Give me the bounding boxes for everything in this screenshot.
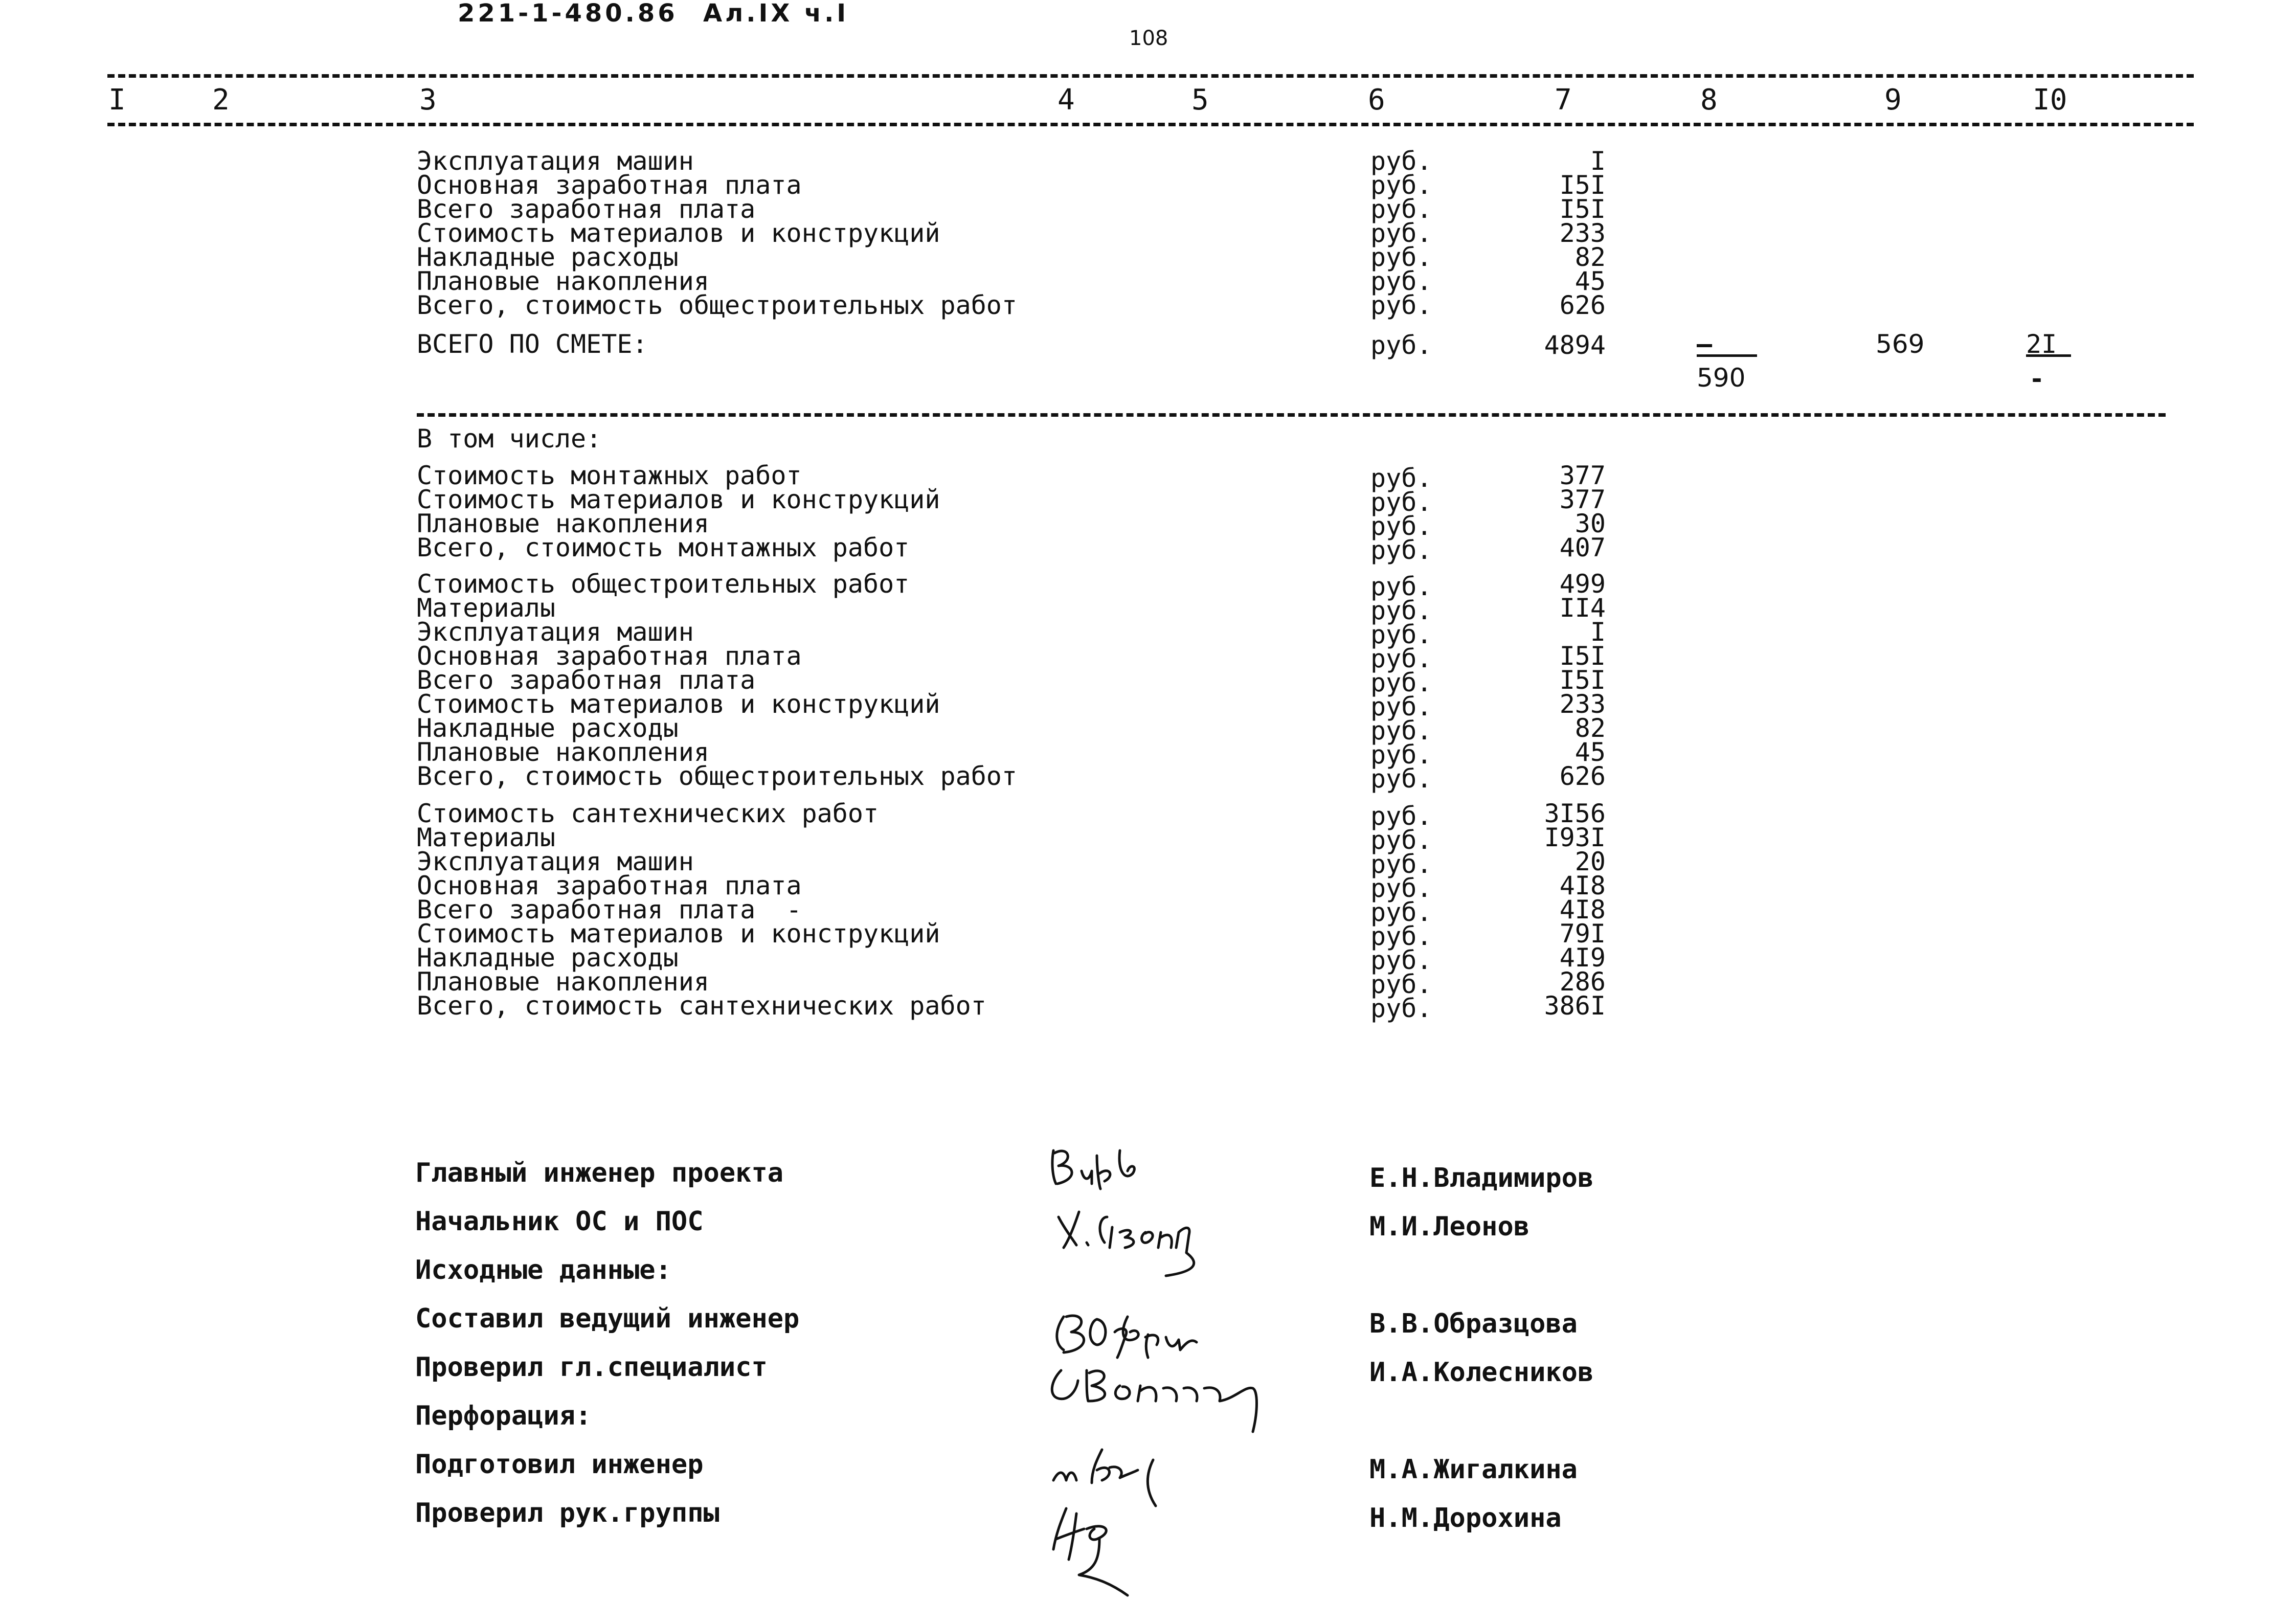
row-unit: руб. bbox=[1370, 764, 1432, 794]
column-number: 5 bbox=[1191, 83, 1209, 117]
total-col8-top: – bbox=[1697, 329, 1713, 359]
section-divider bbox=[417, 413, 2166, 417]
row-unit: руб. bbox=[1370, 596, 1432, 625]
row-value: 79I bbox=[1559, 919, 1606, 949]
row-unit: руб. bbox=[1370, 692, 1432, 721]
row-unit: руб. bbox=[1370, 463, 1432, 493]
fraction-line bbox=[2026, 354, 2071, 357]
signatory-role: Исходные данные: bbox=[415, 1255, 671, 1285]
column-number: 7 bbox=[1555, 83, 1572, 117]
row-unit: руб. bbox=[1370, 266, 1432, 296]
row-label: Всего заработная плата bbox=[417, 665, 756, 695]
row-unit: руб. bbox=[1370, 290, 1432, 320]
row-value: 45 bbox=[1574, 266, 1606, 296]
handwritten-signature-4 bbox=[1038, 1350, 1294, 1452]
column-number: I0 bbox=[2033, 83, 2067, 117]
column-number: 6 bbox=[1368, 83, 1385, 117]
row-label: Эксплуатация машин bbox=[417, 617, 694, 647]
row-label: Всего, стоимость общестроительных работ bbox=[417, 290, 1017, 320]
row-label: Эксплуатация машин bbox=[417, 146, 694, 176]
row-label: Накладные расходы bbox=[417, 943, 679, 973]
row-value: 386I bbox=[1544, 991, 1606, 1021]
row-unit: руб. bbox=[1370, 801, 1432, 831]
row-unit: руб. bbox=[1370, 218, 1432, 248]
signatory-role: Главный инженер проекта bbox=[415, 1158, 784, 1188]
row-label: Стоимость материалов и конструкций bbox=[417, 919, 940, 949]
total-col9: 569 bbox=[1876, 329, 1925, 359]
column-number: 2 bbox=[212, 83, 230, 117]
column-number: 3 bbox=[419, 83, 437, 117]
row-unit: руб. bbox=[1370, 170, 1432, 200]
row-unit: руб. bbox=[1370, 921, 1432, 951]
row-value: 377 bbox=[1559, 485, 1606, 514]
row-unit: руб. bbox=[1370, 620, 1432, 649]
row-unit: руб. bbox=[1370, 897, 1432, 927]
row-unit: руб. bbox=[1370, 740, 1432, 770]
signatory-role: Проверил гл.специалист bbox=[415, 1352, 768, 1383]
row-unit: руб. bbox=[1370, 511, 1432, 541]
row-value: 233 bbox=[1559, 689, 1606, 719]
row-label: Основная заработная плата bbox=[417, 641, 802, 671]
fraction-line bbox=[1697, 354, 1757, 357]
row-value: 30 bbox=[1574, 509, 1606, 538]
row-label: Плановые накопления bbox=[417, 737, 709, 767]
row-value: 499 bbox=[1559, 569, 1606, 599]
row-value: I bbox=[1590, 146, 1606, 176]
row-value: 82 bbox=[1574, 713, 1606, 743]
page-number: 108 bbox=[1129, 27, 1168, 50]
row-label: Стоимость материалов и конструкций bbox=[417, 485, 940, 514]
handwritten-signature-1 bbox=[1043, 1135, 1166, 1197]
row-label: Эксплуатация машин bbox=[417, 847, 694, 876]
row-label: Накладные расходы bbox=[417, 713, 679, 743]
total-value: 4894 bbox=[1544, 330, 1606, 360]
row-unit: руб. bbox=[1370, 849, 1432, 879]
row-label: Основная заработная плата bbox=[417, 871, 802, 900]
signatory-role: Перфорация: bbox=[415, 1401, 592, 1431]
row-label: Плановые накопления bbox=[417, 266, 709, 296]
row-unit: руб. bbox=[1370, 825, 1432, 855]
table-top-rule bbox=[107, 74, 2194, 78]
row-label: Стоимость общестроительных работ bbox=[417, 569, 910, 599]
row-value: 82 bbox=[1574, 242, 1606, 272]
row-value: II4 bbox=[1559, 593, 1606, 623]
row-value: 4I9 bbox=[1559, 943, 1606, 973]
row-unit: руб. bbox=[1370, 994, 1432, 1023]
signatory-name: И.А.Колесников bbox=[1369, 1357, 1594, 1388]
row-value: 20 bbox=[1574, 847, 1606, 876]
signatory-name: Е.Н.Владимиров bbox=[1369, 1163, 1594, 1193]
row-label: Всего заработная плата bbox=[417, 194, 756, 224]
signatory-role: Проверил рук.группы bbox=[415, 1498, 719, 1528]
row-value: 3I56 bbox=[1544, 799, 1606, 828]
row-label: Материалы bbox=[417, 823, 555, 852]
signatory-name: Н.М.Дорохина bbox=[1369, 1503, 1562, 1533]
row-value: 4I8 bbox=[1559, 871, 1606, 900]
column-number: I bbox=[108, 83, 126, 117]
total-label: ВСЕГО ПО СМЕТЕ: bbox=[417, 329, 648, 359]
row-unit: руб. bbox=[1370, 242, 1432, 272]
row-value: 286 bbox=[1559, 967, 1606, 997]
signatory-role: Начальник ОС и ПОС bbox=[415, 1206, 704, 1237]
signatory-name: М.А.Жигалкина bbox=[1369, 1454, 1578, 1485]
row-value: 407 bbox=[1559, 533, 1606, 562]
row-value: I5I bbox=[1559, 194, 1606, 224]
total-col10-top: 2I bbox=[2026, 329, 2057, 359]
row-label: Всего, стоимость сантехнических работ bbox=[417, 991, 986, 1021]
row-label: Стоимость монтажных работ bbox=[417, 461, 802, 490]
row-value: I5I bbox=[1559, 641, 1606, 671]
row-value: 233 bbox=[1559, 218, 1606, 248]
row-unit: руб. bbox=[1370, 487, 1432, 517]
signatory-role: Составил ведущий инженер bbox=[415, 1303, 800, 1334]
row-value: 626 bbox=[1559, 290, 1606, 320]
row-unit: руб. bbox=[1370, 194, 1432, 224]
signatory-role: Подготовил инженер bbox=[415, 1449, 704, 1480]
row-unit: руб. bbox=[1370, 945, 1432, 975]
including-label: В том числе: bbox=[417, 424, 602, 454]
handwritten-signature-2 bbox=[1048, 1197, 1263, 1289]
row-value: 45 bbox=[1574, 737, 1606, 767]
row-value: I93I bbox=[1544, 823, 1606, 852]
column-number: 9 bbox=[1884, 83, 1902, 117]
row-label: Стоимость сантехнических работ bbox=[417, 799, 879, 828]
signatory-name: В.В.Образцова bbox=[1369, 1309, 1578, 1339]
row-unit: руб. bbox=[1370, 873, 1432, 903]
row-value: I bbox=[1590, 617, 1606, 647]
row-label: Всего заработная плата - bbox=[417, 895, 802, 924]
row-label: Накладные расходы bbox=[417, 242, 679, 272]
column-number: 8 bbox=[1700, 83, 1718, 117]
column-number: 4 bbox=[1058, 83, 1075, 117]
row-unit: руб. bbox=[1370, 969, 1432, 999]
row-label: Стоимость материалов и конструкций bbox=[417, 689, 940, 719]
signatory-name: М.И.Леонов bbox=[1369, 1211, 1530, 1242]
total-unit: руб. bbox=[1370, 330, 1432, 360]
row-value: 377 bbox=[1559, 461, 1606, 490]
row-label: Всего, стоимость общестроительных работ bbox=[417, 761, 1017, 791]
row-label: Плановые накопления bbox=[417, 967, 709, 997]
table-header-rule bbox=[107, 123, 2194, 126]
total-col8-bottom: 590 bbox=[1697, 363, 1746, 393]
row-unit: руб. bbox=[1370, 572, 1432, 601]
row-label: Основная заработная плата bbox=[417, 170, 802, 200]
row-unit: руб. bbox=[1370, 535, 1432, 565]
row-value: 626 bbox=[1559, 761, 1606, 791]
total-col10-bottom: - bbox=[2029, 364, 2045, 394]
row-label: Материалы bbox=[417, 593, 555, 623]
row-unit: руб. bbox=[1370, 668, 1432, 697]
row-value: I5I bbox=[1559, 170, 1606, 200]
row-unit: руб. bbox=[1370, 644, 1432, 673]
row-value: I5I bbox=[1559, 665, 1606, 695]
album-reference: Ал.IX ч.I bbox=[703, 0, 849, 28]
row-label: Стоимость материалов и конструкций bbox=[417, 218, 940, 248]
row-unit: руб. bbox=[1370, 716, 1432, 746]
document-code: 221-1-480.86 bbox=[458, 0, 678, 28]
row-label: Плановые накопления bbox=[417, 509, 709, 538]
handwritten-signature-6 bbox=[1038, 1493, 1171, 1611]
row-unit: руб. bbox=[1370, 146, 1432, 176]
row-value: 4I8 bbox=[1559, 895, 1606, 924]
row-label: Всего, стоимость монтажных работ bbox=[417, 533, 910, 562]
